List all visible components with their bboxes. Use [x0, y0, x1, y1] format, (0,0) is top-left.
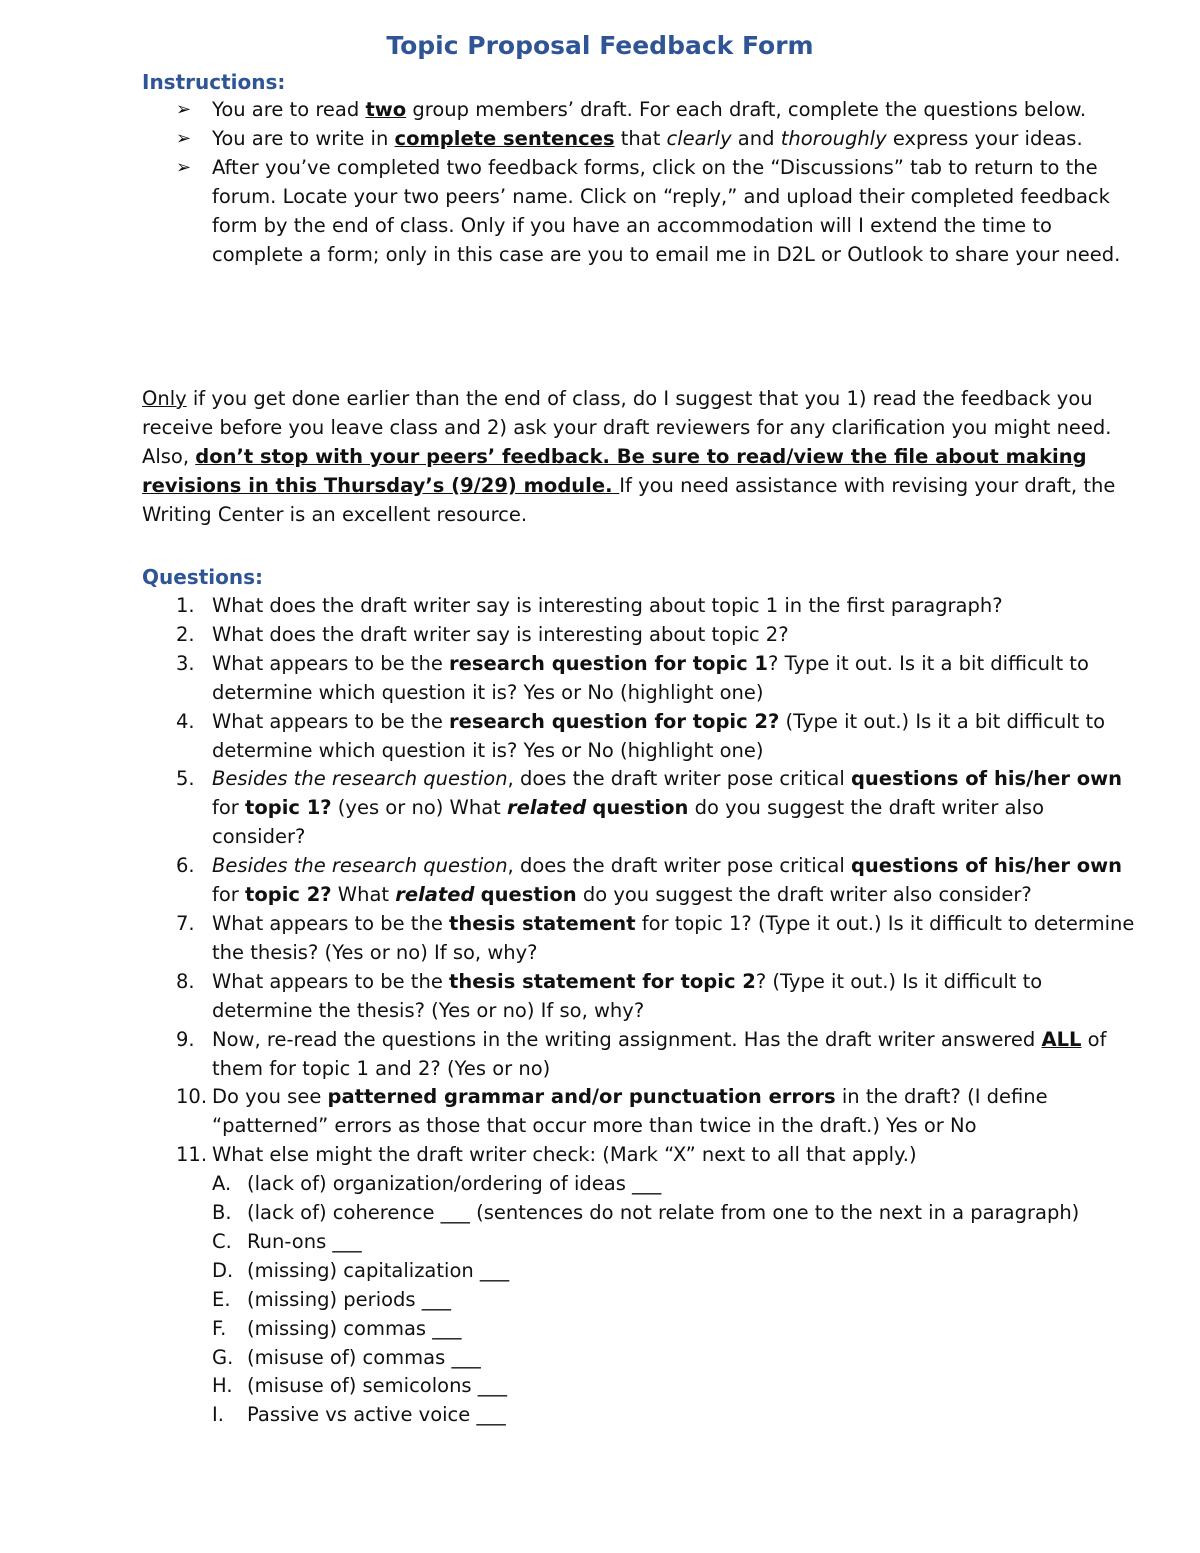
- question-item: 10. Do you see patterned grammar and/or punctuation errors in the draft? (I define “patterned” errors as those that occur more than twice in the draft.) Yes or No: [176, 1085, 1048, 1138]
- question-item: 11. What else might the draft writer check: (Mark “X” next to all that apply.) A. (lack of) organization/ordering of ideas ___ B. (lack of) coherence ___ (sentences do not relate from one to the next in a paragraph) C. Run-ons ___ D. (missing) capitalization ___ E. (missing) periods ___ F. (missing) commas ___ G. (misuse of) commas ___ H. (misuse of) semicolons ___ I. Passive vs active voice ___: [142, 1141, 1142, 1430]
- checklist-text: (missing) capitalization ___: [247, 1258, 510, 1282]
- instructions-list: [142, 96, 1142, 269]
- checklist-letter: I.: [212, 1403, 224, 1427]
- checklist-item: [212, 1257, 1142, 1286]
- checklist-text: (misuse of) semicolons ___: [247, 1374, 508, 1398]
- question-item: 9. Now, re-read the questions in the writing assignment. Has the draft writer answered ALL of them for topic 1 and 2? (Yes or no): [176, 1027, 1107, 1080]
- checklist-item: [212, 1372, 1142, 1401]
- checklist-letter: E.: [212, 1287, 231, 1311]
- checklist-text: (misuse of) commas ___: [247, 1345, 481, 1369]
- checklist: [212, 1170, 1142, 1430]
- checklist-letter: F.: [212, 1316, 227, 1340]
- checklist-letter: D.: [212, 1258, 234, 1282]
- questions-list: [142, 592, 1142, 1430]
- checklist-letter: B.: [212, 1201, 232, 1225]
- checklist-text: (missing) commas ___: [247, 1316, 462, 1340]
- checklist-item: [212, 1228, 1142, 1257]
- instruction-item: ➢ After you’ve completed two feedback forms, click on the “Discussions” tab to return to the forum. Locate your two peers’ name. Click on “reply,” and upload their completed feedback form by the end of class. Only if you have an accommodation will I extend the time to complete a form; only in this case are you to email me in D2L or Outlook to share your need.: [176, 155, 1121, 266]
- arrow-bullet-icon: ➢: [176, 127, 192, 149]
- question-item: 2. What does the draft writer say is interesting about topic 2?: [176, 622, 789, 646]
- questions-heading: Questions:: [142, 565, 264, 589]
- checklist-text: Run-ons ___: [247, 1229, 362, 1253]
- checklist-item: [212, 1199, 1142, 1228]
- question-item: 4. What appears to be the research question for topic 2? (Type it out.) Is it a bit difficult to determine which question it is? Yes or No (highlight one): [176, 709, 1106, 762]
- checklist-item: [212, 1170, 1142, 1199]
- instructions-heading: Instructions:: [142, 70, 286, 94]
- arrow-bullet-icon: ➢: [176, 156, 192, 178]
- checklist-letter: G.: [212, 1345, 234, 1369]
- checklist-item: [212, 1344, 1142, 1373]
- arrow-bullet-icon: ➢: [176, 99, 192, 120]
- question-item: 8. What appears to be the thesis statement for topic 2? (Type it out.) Is it difficult to determine the thesis? (Yes or no) If so, why?: [176, 969, 1043, 1022]
- checklist-text: (lack of) organization/ordering of ideas ___: [247, 1172, 662, 1196]
- checklist-text: (lack of) coherence ___ (sentences do not relate from one to the next in a paragraph): [247, 1201, 1080, 1225]
- checklist-item: [212, 1401, 1142, 1430]
- checklist-text: (missing) periods ___: [247, 1287, 452, 1311]
- question-item: 3. What appears to be the research question for topic 1? Type it out. Is it a bit difficult to determine which question it is? Yes or No (highlight one): [176, 651, 1089, 704]
- question-item: 5. Besides the research question, does the draft writer pose critical questions of his/her own for topic 1? (yes or no) What related question do you suggest the draft writer also consider?: [176, 767, 1123, 849]
- checklist-letter: C.: [212, 1229, 232, 1253]
- page-title: Topic Proposal Feedback Form: [386, 31, 814, 60]
- checklist-letter: H.: [212, 1374, 233, 1398]
- checklist-text: Passive vs active voice ___: [247, 1403, 506, 1427]
- checklist-item: [212, 1315, 1142, 1344]
- instruction-item: ➢ You are to write in complete sentences that clearly and thoroughly express your ideas.: [142, 125, 1142, 154]
- checklist-letter: A.: [212, 1172, 232, 1196]
- instruction-item: ➢ You are to read two group members’ draft. For each draft, complete the questions below.: [142, 96, 1142, 125]
- checklist-item: [212, 1286, 1142, 1315]
- question-item: 6. Besides the research question, does the draft writer pose critical questions of his/her own for topic 2? What related question do you suggest the draft writer also consider?: [176, 854, 1123, 907]
- question-item: 1. What does the draft writer say is interesting about topic 1 in the first paragraph?: [176, 594, 1003, 617]
- note-paragraph: Only if you get done earlier than the end of class, do I suggest that you 1) read the feedback you receive before you leave class and 2) ask your draft reviewers for any clarification you might need. Also, don’t stop with your peers’ feedback. Be sure to read/view the file about making revisions in this Thursday’s (9/29) module. If you need assistance with revising your draft, the Writing Center is an excellent resource.: [142, 387, 1116, 526]
- question-item: 7. What appears to be the thesis statement for topic 1? (Type it out.) Is it difficult to determine the thesis? (Yes or no) If so, why?: [176, 911, 1135, 964]
